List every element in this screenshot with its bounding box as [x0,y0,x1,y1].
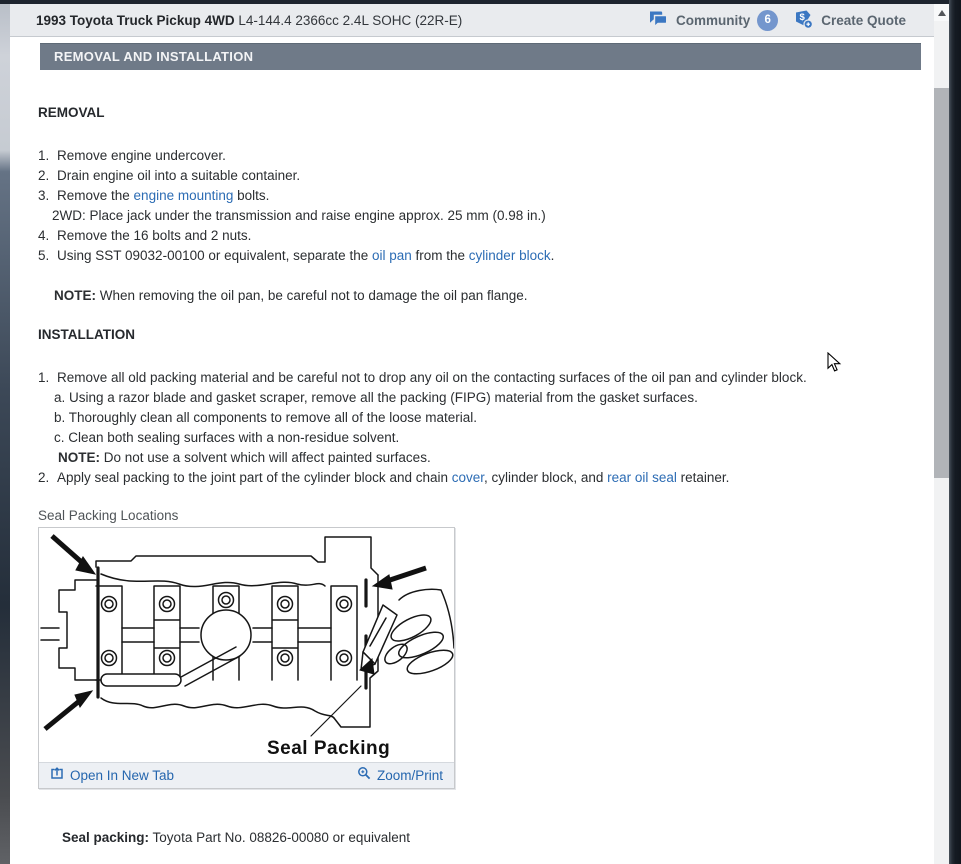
installation-note: NOTE: Do not use a solvent which will affect painted surfaces. [58,450,431,465]
seal-packing-part-note: Seal packing: Toyota Part No. 08826-00080 or equivalent [62,830,410,845]
vehicle-title [36,13,462,28]
rear-oil-seal-link[interactable]: rear oil seal [607,470,677,485]
engine-mounting-link[interactable]: engine mounting [133,188,234,203]
svg-text:$: $ [799,11,806,23]
zoom-print-link[interactable]: Zoom/Print [357,766,443,786]
scroll-up-arrow-icon [938,10,946,16]
removal-note: NOTE: When removing the oil pan, be careful not to damage the oil pan flange. [54,288,528,303]
community-badge: 6 [757,10,778,31]
vehicle-spec: L4-144.4 2366cc 2.4L SOHC (22R-E) [238,12,463,28]
removal-step-1: 1. Remove engine undercover. [38,148,226,163]
removal-step-5: 5. Using SST 09032-00100 or equivalent, separate the oil pan from the cylinder block. [38,248,555,263]
seal-packing-figure [38,527,455,789]
window-right-edge [949,0,961,864]
cylinder-block-link[interactable]: cylinder block [468,248,551,263]
community-label: Community [675,12,751,28]
vertical-scrollbar[interactable] [934,4,949,864]
removal-steps [38,146,921,266]
create-quote-button[interactable] [792,8,906,33]
community-button[interactable] [648,10,778,31]
installation-steps [38,368,921,488]
installation-sub-a: a. Using a razor blade and gasket scraper, remove all the packing (FIPG) material from the gasket surfaces. [54,390,698,405]
removal-step-2: 2. Drain engine oil into a suitable container. [38,168,301,183]
article-content [10,37,934,864]
procedure-document [38,105,921,846]
installation-step-1: 1. Remove all old packing material and be careful not to drop any oil on the contacting surfaces of the oil pan and cylinder block. [38,370,807,385]
chat-icon [648,10,669,31]
oil-pan-link[interactable]: oil pan [371,248,412,263]
installation-step-2: 2. Apply seal packing to the joint part of the cylinder block and chain cover, cylinder block, and rear oil seal retainer. [38,470,730,485]
section-title-bar: REMOVAL AND INSTALLATION [40,43,921,70]
diagram-seal-packing-label: Seal Packing [267,738,391,759]
removal-step-4: 4. Remove the 16 bolts and 2 nuts. [38,228,252,243]
figure-caption: Seal Packing Locations [38,508,179,523]
magnifier-icon [357,766,371,786]
installation-sub-c: c. Clean both sealing surfaces with a non-residue solvent. [54,430,400,445]
engine-diagram [39,528,454,762]
mouse-cursor [827,352,842,379]
chain-cover-link[interactable]: cover [451,470,485,485]
open-in-new-tab-icon [50,766,64,786]
price-tag-icon [792,8,814,33]
scrollbar-thumb[interactable] [934,88,949,478]
create-quote-label: Create Quote [821,12,906,28]
removal-step-3-note: 2WD: Place jack under the transmission and raise engine approx. 25 mm (0.98 in.) [52,208,546,223]
figure-toolbar [39,762,454,788]
installation-heading: INSTALLATION [38,327,135,342]
vehicle-header [10,4,934,37]
left-scrollbar[interactable] [0,4,10,864]
vehicle-name: 1993 Toyota Truck Pickup 4WD [36,12,235,28]
removal-step-3: 3. Remove the engine mounting bolts. [38,188,270,203]
installation-sub-b: b. Thoroughly clean all components to remove all of the loose material. [54,410,477,425]
scroll-up-button[interactable] [934,4,949,21]
open-in-new-tab-link[interactable]: Open In New Tab [50,766,174,786]
removal-heading: REMOVAL [38,105,105,120]
